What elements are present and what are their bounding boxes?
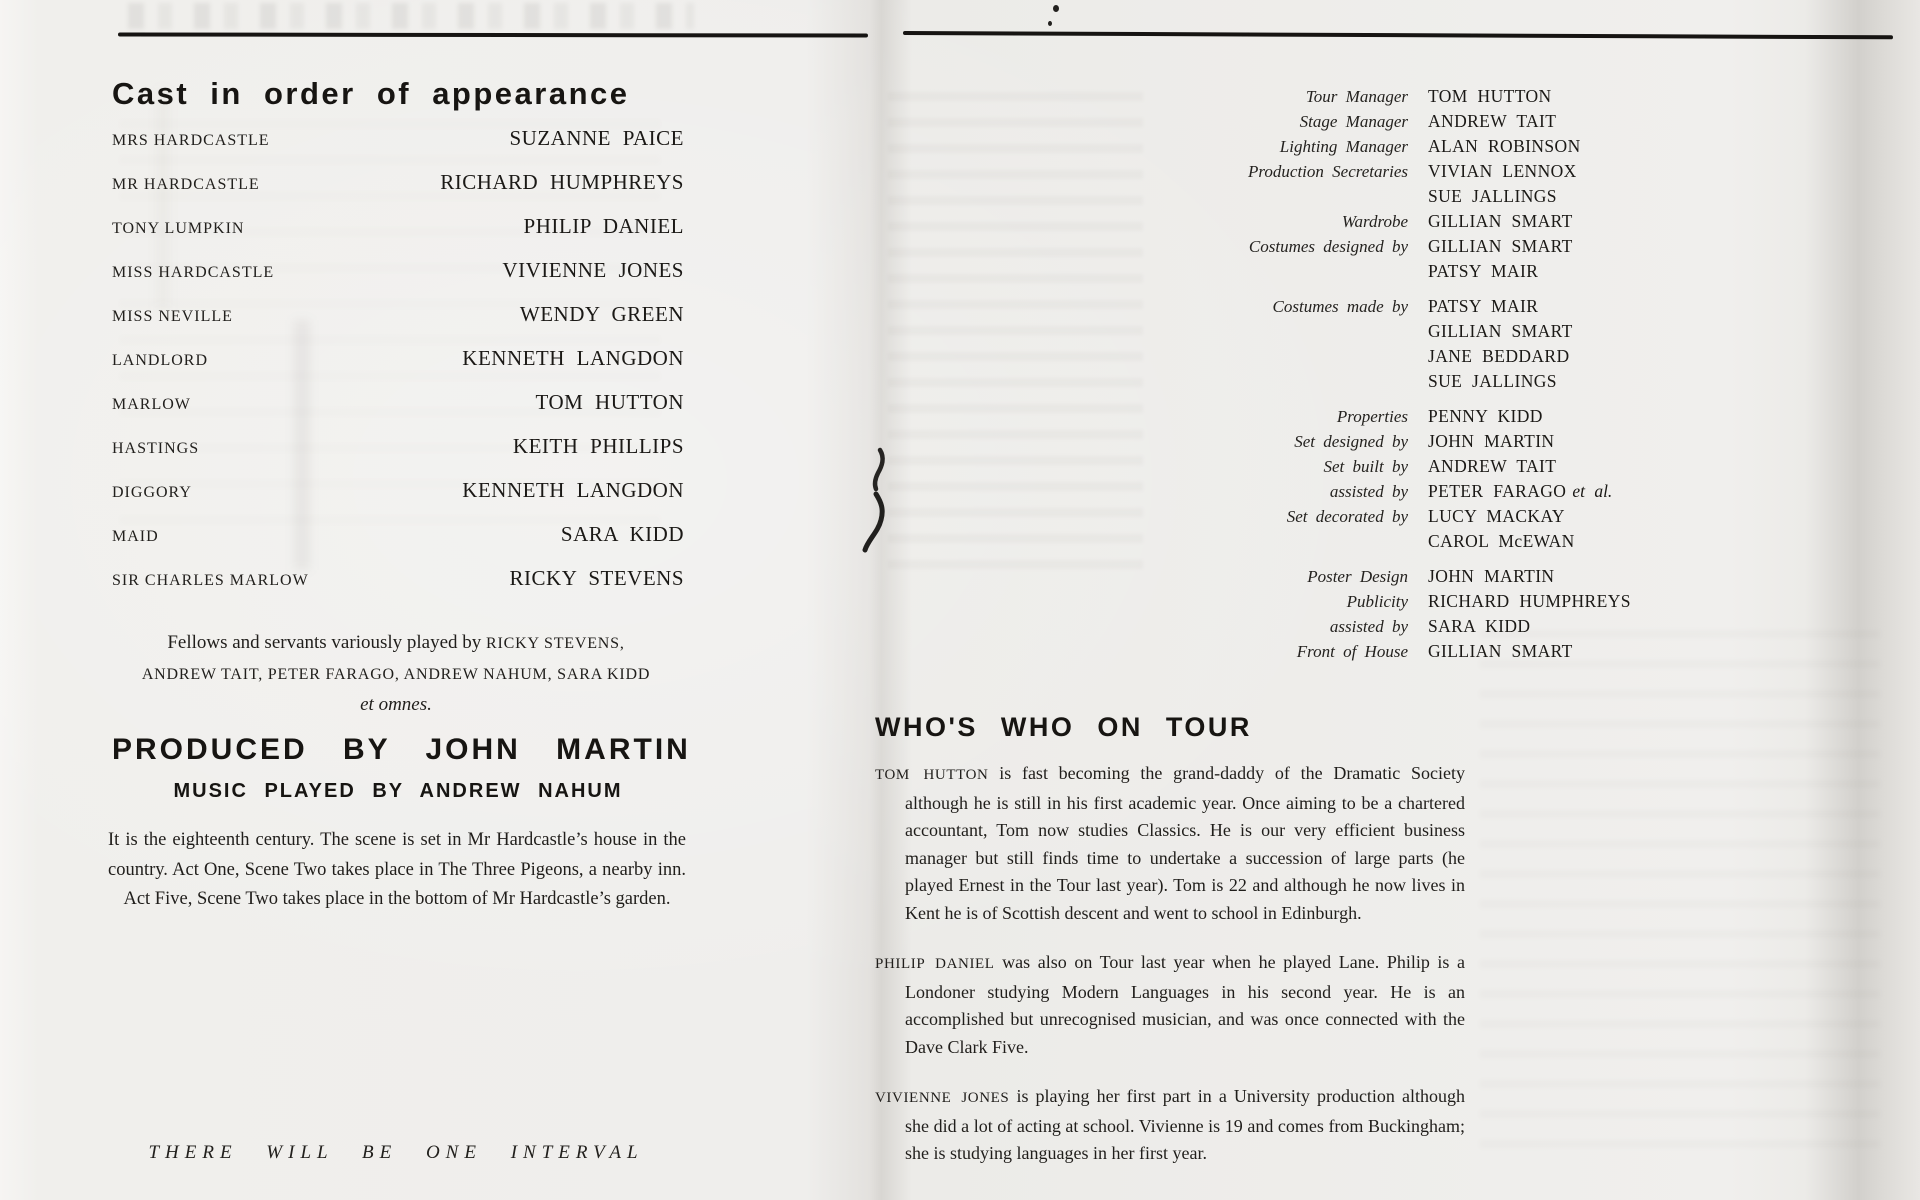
fellows-note	[104, 628, 688, 720]
bio-text: is fast becoming the grand-daddy of the Dramatic Society although he is still in his first academic year. Once aiming to be a chartered accountant, Tom now studies Classics. He is our very efficient business manager but still finds time to undertake a succession of large parts (he played Ernest in the Tour last year). Tom is 22 and although he now lives in Kent he is of Scottish descent and went to school in Edinburgh.	[905, 763, 1466, 923]
cast-row	[112, 346, 684, 390]
credit-name-text: JOHN MARTIN	[1428, 566, 1555, 586]
credit-name-text: SUE JALLINGS	[1428, 371, 1557, 391]
cast-role: MARLOW	[112, 396, 191, 413]
interval-notice: THERE WILL BE ONE INTERVAL	[148, 1142, 644, 1163]
credit-name-text: GILLIAN SMART	[1428, 641, 1573, 661]
cast-actor: SUZANNE PAICE	[509, 126, 684, 150]
cast-role: MAID	[112, 528, 159, 545]
credit-row	[1000, 236, 1720, 261]
credit-name-text: PATSY MAIR	[1428, 261, 1539, 281]
credit-name	[1428, 346, 1576, 367]
credit-name	[1428, 456, 1562, 477]
credit-name	[1428, 566, 1560, 587]
credit-label: Tour Manager	[1305, 87, 1408, 106]
credit-label: Lighting Manager	[1279, 137, 1408, 156]
credit-label: Wardrobe	[1341, 212, 1408, 231]
bio-text: is playing her first part in a University production although she did a lot of acting at school. Vivienne is 19 and comes from Buckingham; she is studying languages in her first year.	[905, 1086, 1465, 1163]
cast-row	[112, 566, 684, 610]
credit-name-text: GILLIAN SMART	[1428, 321, 1573, 341]
credit-row	[1000, 456, 1720, 481]
cast-role: LANDLORD	[112, 352, 208, 369]
cast-heading: Cast in order of appearance	[112, 76, 630, 111]
credit-row	[1000, 161, 1720, 186]
credit-label: assisted by	[1329, 482, 1408, 501]
credit-row	[1000, 591, 1720, 616]
credit-name	[1428, 371, 1563, 392]
credit-label: Stage Manager	[1299, 112, 1408, 131]
credit-name-text: VIVIAN LENNOX	[1428, 161, 1577, 181]
cast-role: TONY LUMPKIN	[112, 220, 245, 237]
credit-name-text: JOHN MARTIN	[1428, 431, 1555, 451]
cast-actor: RICKY STEVENS	[509, 566, 684, 590]
credit-name	[1428, 86, 1558, 107]
credits-list	[1000, 86, 1720, 666]
cast-row	[112, 434, 684, 478]
credit-label: Publicity	[1346, 592, 1408, 611]
synopsis: It is the eighteenth century. The scene is set in Mr Hardcastle’s house in the country. Act One, Scene Two takes place in The Three Pigeons, a nearby inn. Act Five, Scene Two takes place in the bottom of Mr Hardcastle’s garden.	[108, 830, 686, 909]
cast-actor: VIVIENNE JONES	[502, 258, 684, 282]
cast-role: HASTINGS	[112, 440, 200, 457]
credit-name-text: PENNY KIDD	[1428, 406, 1543, 426]
credit-row	[1000, 616, 1720, 641]
credit-row	[1000, 186, 1720, 211]
music-by-heading: MUSIC PLAYED BY ANDREW NAHUM	[173, 780, 623, 802]
cast-role: MR HARDCASTLE	[112, 176, 260, 193]
bio-entry	[875, 949, 1465, 1061]
credit-row	[1000, 566, 1720, 591]
credit-name-text: SARA KIDD	[1428, 616, 1531, 636]
credit-name	[1428, 321, 1579, 342]
credit-name-text: SUE JALLINGS	[1428, 186, 1557, 206]
bleed-through-smudge	[128, 3, 694, 29]
credit-label: Set decorated by	[1286, 507, 1408, 526]
credit-name-text: ANDREW TAIT	[1428, 111, 1557, 131]
bio-name: TOM HUTTON	[875, 767, 989, 783]
credit-name	[1428, 186, 1563, 207]
whos-who-heading: WHO'S WHO ON TOUR	[875, 712, 1252, 742]
cast-role: SIR CHARLES MARLOW	[112, 572, 309, 589]
credit-row	[1000, 531, 1720, 556]
cast-role: MISS HARDCASTLE	[112, 264, 275, 281]
credit-label: Set designed by	[1294, 432, 1408, 451]
credit-label: assisted by	[1329, 617, 1408, 636]
bleed-through-smudge	[1480, 630, 1880, 1170]
ink-dot	[1053, 5, 1059, 12]
bio-text: was also on Tour last year when he played Lane. Philip is a Londoner studying Modern Languages in his second year. He is an accomplished but unrecognised musician, and was once connected with the Dave Clark Five.	[905, 952, 1466, 1057]
credit-name	[1428, 641, 1579, 662]
fellows-lead: Fellows and servants variously played by	[167, 632, 487, 653]
credit-row	[1000, 506, 1720, 531]
credit-name	[1428, 481, 1612, 502]
credit-label: Set built by	[1323, 457, 1408, 476]
credit-name-text: ANDREW TAIT	[1428, 456, 1557, 476]
produced-by-heading: PRODUCED BY JOHN MARTIN	[112, 733, 691, 766]
top-rule-left	[118, 32, 868, 37]
cast-actor: KEITH PHILLIPS	[512, 434, 684, 458]
credit-name-text: PETER FARAGO	[1428, 481, 1567, 501]
bio-name: VIVIENNE JONES	[875, 1090, 1010, 1106]
cast-list	[112, 126, 684, 610]
credit-row	[1000, 86, 1720, 111]
staple-mark	[858, 446, 894, 556]
cast-actor: SARA KIDD	[560, 522, 684, 546]
credit-name	[1428, 111, 1562, 132]
credit-label: Production Secretaries	[1248, 162, 1408, 181]
cast-role: MISS NEVILLE	[112, 308, 233, 325]
credit-row	[1000, 111, 1720, 136]
credit-label: Costumes made by	[1272, 297, 1408, 316]
credit-name	[1428, 211, 1579, 232]
credit-name-suffix: et al.	[1572, 481, 1613, 501]
cast-row	[112, 126, 684, 170]
credit-label: Costumes designed by	[1248, 237, 1408, 256]
credit-name	[1428, 431, 1560, 452]
credit-row	[1000, 296, 1720, 321]
cast-role: DIGGORY	[112, 484, 192, 501]
credit-row	[1000, 321, 1720, 346]
cast-row	[112, 302, 684, 346]
credit-name-text: RICHARD HUMPHREYS	[1428, 591, 1631, 611]
credit-row	[1000, 481, 1720, 506]
credit-name-text: PATSY MAIR	[1428, 296, 1539, 316]
bio-entry	[875, 1083, 1465, 1168]
credit-row	[1000, 641, 1720, 666]
fellows-coda: et omnes.	[360, 694, 432, 715]
credit-name	[1428, 296, 1544, 317]
cast-actor: KENNETH LANGDON	[462, 478, 684, 502]
cast-row	[112, 522, 684, 566]
credit-name	[1428, 506, 1571, 527]
cast-actor: RICHARD HUMPHREYS	[440, 170, 684, 194]
credit-name-text: LUCY MACKAY	[1428, 506, 1565, 526]
credit-row	[1000, 431, 1720, 456]
credit-name	[1428, 531, 1581, 552]
credit-label: Properties	[1336, 407, 1408, 426]
credit-name-text: GILLIAN SMART	[1428, 236, 1573, 256]
cast-actor: PHILIP DANIEL	[523, 214, 684, 238]
credit-name	[1428, 261, 1544, 282]
credit-row	[1000, 211, 1720, 236]
cast-actor: KENNETH LANGDON	[462, 346, 684, 370]
top-rule-right	[903, 31, 1893, 39]
ink-dot	[1048, 21, 1052, 26]
fellows-names-2: ANDREW TAIT, PETER FARAGO, ANDREW NAHUM, SARA KIDD	[141, 666, 651, 683]
credit-row	[1000, 371, 1720, 396]
credit-row	[1000, 136, 1720, 161]
credit-name-text: GILLIAN SMART	[1428, 211, 1573, 231]
bio-name: PHILIP DANIEL	[875, 956, 995, 972]
fellows-names-1: RICKY STEVENS,	[486, 635, 625, 652]
credit-label: Front of House	[1296, 642, 1408, 661]
cast-row	[112, 170, 684, 214]
cast-row	[112, 390, 684, 434]
credit-name	[1428, 616, 1536, 637]
cast-role: MRS HARDCASTLE	[112, 132, 270, 149]
cast-actor: TOM HUTTON	[535, 390, 684, 414]
credit-name	[1428, 406, 1549, 427]
cast-row	[112, 478, 684, 522]
cast-actor: WENDY GREEN	[519, 302, 684, 326]
credit-name-text: JANE BEDDARD	[1428, 346, 1570, 366]
credit-name	[1428, 136, 1587, 157]
credit-name-text: ALAN ROBINSON	[1428, 136, 1581, 156]
credit-row	[1000, 346, 1720, 371]
credit-label: Poster Design	[1307, 567, 1408, 586]
bio-entry	[875, 760, 1465, 927]
credit-row	[1000, 261, 1720, 286]
credit-row	[1000, 406, 1720, 431]
credit-name	[1428, 591, 1637, 612]
credit-name-text: TOM HUTTON	[1428, 86, 1552, 106]
credit-name	[1428, 236, 1579, 257]
credit-name-text: CAROL McEWAN	[1428, 531, 1575, 551]
bio-list	[875, 760, 1465, 1190]
cast-row	[112, 214, 684, 258]
credit-name	[1428, 161, 1583, 182]
cast-row	[112, 258, 684, 302]
